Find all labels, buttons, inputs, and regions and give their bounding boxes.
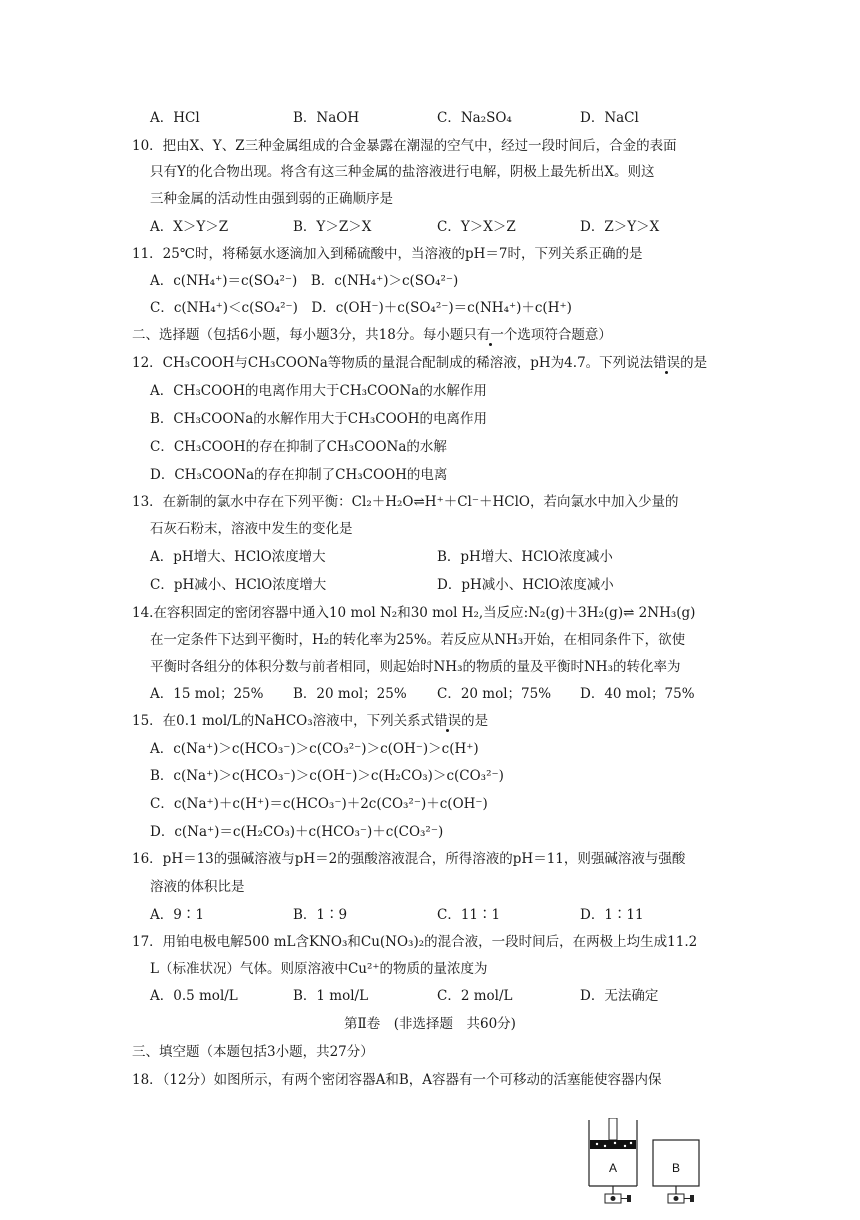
- label-b: B: [671, 1161, 681, 1175]
- q16-option-c: C．11∶1: [437, 907, 501, 923]
- q15-option-c: C．c(Na⁺)＋c(H⁺)＝c(HCO₃⁻)＋2c(CO₃²⁻)＋c(OH⁻): [150, 796, 488, 812]
- q10-stem-line1: 10．把由X、Y、Z三种金属组成的合金暴露在潮湿的空气中，经过一段时间后，合金的表面: [132, 138, 677, 154]
- q14-option-c: C．20 mol；75%: [437, 686, 552, 702]
- q10-stem-line3: 三种金属的活动性由强到弱的正确顺序是: [150, 191, 393, 207]
- containers-diagram: [585, 1118, 705, 1216]
- q12-option-d: D．CH₃COONa的存在抑制了CH₃COOH的电离: [150, 467, 448, 483]
- q14-stem-line1: 14.在容积固定的密闭容器中通入10 mol N₂和30 mol H₂,当反应:N₂(g)＋3H₂(g)⇌ 2NH₃(g): [132, 605, 696, 621]
- q14-option-d: D．40 mol；75%: [580, 686, 695, 702]
- q13-option-a: A．pH增大、HClO浓度增大: [150, 549, 326, 565]
- q17-option-c: C．2 mol/L: [437, 988, 513, 1004]
- q13-stem-line2: 石灰石粉末，溶液中发生的变化是: [150, 521, 353, 537]
- q9-option-c: C．Na₂SO₄: [437, 110, 512, 126]
- q17-stem-line2: L（标准状况）气体。则原溶液中Cu²⁺的物质的量浓度为: [150, 961, 488, 977]
- q12-option-b: B．CH₃COONa的水解作用大于CH₃COOH的电离作用: [150, 411, 488, 427]
- q13-option-d: D．pH减小、HClO浓度减小: [437, 577, 614, 593]
- section2-heading: 二、选择题（包括6小题，每小题3分，共18分。每小题只有一个选项符合题意）: [132, 327, 612, 343]
- q12-option-a: A．CH₃COOH的电离作用大于CH₃COONa的水解作用: [150, 383, 487, 399]
- q15-option-a: A．c(Na⁺)＞c(HCO₃⁻)＞c(CO₃²⁻)＞c(OH⁻)＞c(H⁺): [150, 741, 479, 757]
- q16-option-b: B．1∶9: [293, 907, 348, 923]
- q16-option-a: A．9∶1: [150, 907, 204, 923]
- q13-option-b: B．pH增大、HClO浓度减小: [437, 549, 613, 565]
- emphasis-wrong: 错误: [653, 355, 681, 371]
- q15-option-b: B．c(Na⁺)＞c(HCO₃⁻)＞c(OH⁻)＞c(H₂CO₃)＞c(CO₃²⁻): [150, 768, 504, 784]
- q15-stem: 15．在0.1 mol/L的NaHCO₃溶液中，下列关系式错误的是: [132, 713, 489, 729]
- q17-stem-line1: 17．用铂电极电解500 mL含KNO₃和Cu(NO₃)₂的混合液，一段时间后，在两极上均生成11.2: [132, 934, 698, 950]
- q16-stem-line1: 16．pH＝13的强碱溶液与pH＝2的强酸溶液混合，所得溶液的pH＝11，则强碱溶液与强酸: [132, 851, 686, 867]
- q10-option-a: A．X＞Y＞Z: [150, 219, 229, 235]
- q13-option-c: C．pH减小、HClO浓度增大: [150, 577, 327, 593]
- q15-option-d: D．c(Na⁺)＝c(H₂CO₃)＋c(HCO₃⁻)＋c(CO₃²⁻): [150, 824, 444, 840]
- q11-stem: 11．25℃时，将稀氨水逐滴加入到稀硫酸中，当溶液的pH＝7时，下列关系正确的是: [132, 246, 643, 262]
- q16-option-d: D．1∶11: [580, 907, 644, 923]
- q9-option-a: A．HCl: [150, 110, 200, 126]
- q14-stem-line2: 在一定条件下达到平衡时，H₂的转化率为25%。若反应从NH₃开始，在相同条件下，欲使: [150, 632, 686, 648]
- q14-option-a: A．15 mol；25%: [150, 686, 264, 702]
- q10-option-c: C．Y＞X＞Z: [437, 219, 516, 235]
- containers-figure: [585, 1118, 705, 1216]
- q13-stem-line1: 13．在新制的氯水中存在下列平衡：Cl₂＋H₂O⇌H⁺＋Cl⁻＋HClO，若向氯水中加入少量的: [132, 494, 679, 510]
- q10-option-b: B．Y＞Z＞X: [293, 219, 372, 235]
- emphasis-wrong: 错误: [434, 713, 462, 729]
- q14-stem-line3: 平衡时各组分的体积分数与前者相同，则起始时NH₃的物质的量及平衡时NH₃的转化率为: [150, 659, 681, 675]
- q10-option-d: D．Z＞Y＞X: [580, 219, 660, 235]
- q10-stem-line2: 只有Y的化合物出现。将含有这三种金属的盐溶液进行电解，阴极上最先析出X。则这: [150, 164, 655, 180]
- q17-option-a: A．0.5 mol/L: [150, 988, 238, 1004]
- q16-stem-line2: 溶液的体积比是: [150, 879, 245, 895]
- q17-option-b: B．1 mol/L: [293, 988, 369, 1004]
- q9-option-d: D．NaCl: [580, 110, 639, 126]
- part2-title: 第Ⅱ卷 (非选择题 共60分): [344, 1016, 516, 1032]
- q11-options-cd: C．c(NH₄⁺)＜c(SO₄²⁻) D．c(OH⁻)＋c(SO₄²⁻)＝c(NH₄⁺)＋c(H⁺): [150, 300, 572, 316]
- q11-options-ab: A．c(NH₄⁺)＝c(SO₄²⁻) B．c(NH₄⁺)＞c(SO₄²⁻): [150, 273, 459, 289]
- label-a: A: [608, 1161, 618, 1175]
- q12-stem: 12．CH₃COOH与CH₃COONa等物质的量混合配制成的稀溶液，pH为4.7。下列说法错误的是: [132, 355, 708, 371]
- q18-stem-line1: 18．（12分）如图所示，有两个密闭容器A和B，A容器有一个可移动的活塞能使容器内保: [132, 1072, 662, 1088]
- q14-option-b: B．20 mol；25%: [293, 686, 407, 702]
- emphasis-only-one: 只有一个: [463, 327, 518, 343]
- q17-option-d: D．无法确定: [580, 988, 659, 1004]
- q12-option-c: C．CH₃COOH的存在抑制了CH₃COONa的水解: [150, 439, 447, 455]
- section3-heading: 三、填空题（本题包括3小题，共27分）: [132, 1044, 374, 1060]
- q9-option-b: B．NaOH: [293, 110, 360, 126]
